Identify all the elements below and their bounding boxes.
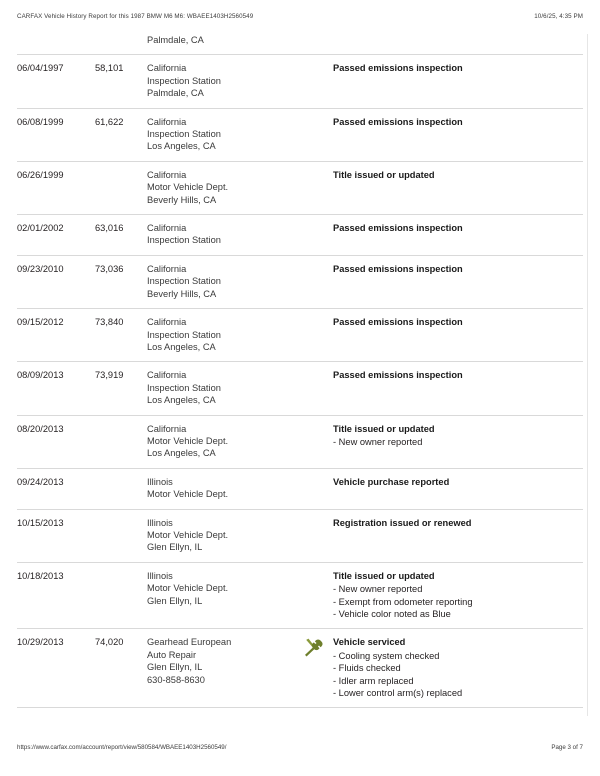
row-date: 06/04/1997 <box>17 55 95 108</box>
row-source <box>147 509 295 562</box>
vehicle-history-table <box>17 34 583 708</box>
row-detail <box>333 468 583 509</box>
row-detail <box>333 309 583 362</box>
row-icon-empty <box>295 34 333 55</box>
row-source <box>147 34 295 55</box>
row-source <box>147 362 295 415</box>
row-detail <box>333 215 583 256</box>
detail-title: Passed emissions inspection <box>333 263 463 274</box>
source-line: California <box>147 223 187 234</box>
source-line: California <box>147 423 187 434</box>
row-icon-empty <box>295 309 333 362</box>
row-date: 10/29/2013 <box>17 629 95 708</box>
detail-title: Passed emissions inspection <box>333 223 463 234</box>
row-odometer: 58,101 <box>95 55 147 108</box>
source-line: Motor Vehicle Dept. <box>147 529 229 540</box>
row-date <box>17 34 95 55</box>
source-line: Glen Ellyn, IL <box>147 595 203 606</box>
row-source <box>147 562 295 629</box>
row-date: 10/18/2013 <box>17 562 95 629</box>
source-line: Illinois <box>147 570 173 581</box>
row-detail <box>333 509 583 562</box>
source-line: Inspection Station <box>147 276 221 287</box>
source-line: Inspection Station <box>147 75 221 86</box>
row-source <box>147 161 295 214</box>
detail-title: Title issued or updated <box>333 423 435 434</box>
detail-item: - New owner reported <box>333 436 423 447</box>
row-icon-empty <box>295 55 333 108</box>
source-line: California <box>147 370 187 381</box>
detail-title: Passed emissions inspection <box>333 116 463 127</box>
table-row <box>17 468 583 509</box>
report-title: CARFAX Vehicle History Report for this 1987 BMW M6 M6: WBAEE1403H2560549 <box>17 13 254 20</box>
source-line: Motor Vehicle Dept. <box>147 435 229 446</box>
source-line: California <box>147 63 187 74</box>
page-header <box>0 13 600 27</box>
source-line: California <box>147 169 187 180</box>
source-line: Palmdale, CA <box>147 35 204 45</box>
table-row <box>17 34 583 55</box>
row-icon-empty <box>295 509 333 562</box>
row-date: 02/01/2002 <box>17 215 95 256</box>
row-date: 09/24/2013 <box>17 468 95 509</box>
source-line: Gearhead European <box>147 637 232 648</box>
table-row <box>17 161 583 214</box>
table-row <box>17 629 583 708</box>
row-date: 08/09/2013 <box>17 362 95 415</box>
detail-title: Vehicle serviced <box>333 637 406 648</box>
row-icon-empty <box>295 255 333 308</box>
row-source <box>147 108 295 161</box>
row-odometer: 61,622 <box>95 108 147 161</box>
source-line: Motor Vehicle Dept. <box>147 583 229 594</box>
table-row <box>17 215 583 256</box>
row-detail <box>333 34 583 55</box>
table-row <box>17 55 583 108</box>
table-row <box>17 362 583 415</box>
source-line: Glen Ellyn, IL <box>147 662 203 673</box>
row-source <box>147 415 295 468</box>
row-date: 09/23/2010 <box>17 255 95 308</box>
wrench-screwdriver-icon <box>295 629 333 708</box>
source-line: Motor Vehicle Dept. <box>147 182 229 193</box>
source-line: Illinois <box>147 476 173 487</box>
row-icon-empty <box>295 108 333 161</box>
row-date: 06/08/1999 <box>17 108 95 161</box>
row-icon-empty <box>295 362 333 415</box>
history-table-container <box>17 34 583 716</box>
detail-list <box>333 436 583 448</box>
source-line: Beverly Hills, CA <box>147 288 217 299</box>
source-line: California <box>147 263 187 274</box>
source-line: Auto Repair <box>147 649 197 660</box>
detail-title: Passed emissions inspection <box>333 370 463 381</box>
source-line: Inspection Station <box>147 329 221 340</box>
row-odometer <box>95 161 147 214</box>
row-source <box>147 629 295 708</box>
detail-title: Passed emissions inspection <box>333 317 463 328</box>
row-source <box>147 55 295 108</box>
source-line: Los Angeles, CA <box>147 395 216 406</box>
row-odometer: 73,919 <box>95 362 147 415</box>
source-line: Los Angeles, CA <box>147 341 216 352</box>
row-detail <box>333 415 583 468</box>
row-icon-empty <box>295 468 333 509</box>
source-line: California <box>147 116 187 127</box>
row-detail <box>333 562 583 629</box>
source-line: Inspection Station <box>147 235 221 246</box>
source-line: Inspection Station <box>147 382 221 393</box>
detail-title: Passed emissions inspection <box>333 63 463 74</box>
row-odometer <box>95 468 147 509</box>
row-date: 06/26/1999 <box>17 161 95 214</box>
row-source <box>147 255 295 308</box>
row-detail <box>333 161 583 214</box>
source-line: Palmdale, CA <box>147 88 204 99</box>
source-line: 630-858-8630 <box>147 674 205 685</box>
detail-list <box>333 650 583 700</box>
detail-title: Vehicle purchase reported <box>333 476 450 487</box>
detail-item: - Idler arm replaced <box>333 675 414 686</box>
row-odometer: 74,020 <box>95 629 147 708</box>
row-icon-empty <box>295 215 333 256</box>
detail-item: - New owner reported <box>333 584 423 595</box>
row-odometer <box>95 415 147 468</box>
row-odometer <box>95 509 147 562</box>
row-odometer: 63,016 <box>95 215 147 256</box>
row-odometer <box>95 562 147 629</box>
table-row <box>17 309 583 362</box>
table-row <box>17 415 583 468</box>
detail-item: - Lower control arm(s) replaced <box>333 688 463 699</box>
detail-title: Title issued or updated <box>333 570 435 581</box>
source-line: Motor Vehicle Dept. <box>147 489 229 500</box>
source-line: California <box>147 317 187 328</box>
row-icon-empty <box>295 415 333 468</box>
row-detail <box>333 55 583 108</box>
source-line: Los Angeles, CA <box>147 141 216 152</box>
row-source <box>147 309 295 362</box>
row-date: 08/20/2013 <box>17 415 95 468</box>
detail-item: - Fluids checked <box>333 663 401 674</box>
row-detail <box>333 362 583 415</box>
row-date: 10/15/2013 <box>17 509 95 562</box>
row-icon-empty <box>295 562 333 629</box>
row-detail <box>333 629 583 708</box>
source-url: https://www.carfax.com/account/report/view/580584/WBAEE1403H2560549/ <box>17 744 227 751</box>
row-odometer <box>95 34 147 55</box>
source-line: Beverly Hills, CA <box>147 194 217 205</box>
source-line: Illinois <box>147 517 173 528</box>
table-row <box>17 562 583 629</box>
detail-title: Title issued or updated <box>333 169 435 180</box>
detail-title: Registration issued or renewed <box>333 517 472 528</box>
row-source <box>147 468 295 509</box>
row-detail <box>333 255 583 308</box>
source-line: Inspection Station <box>147 129 221 140</box>
print-timestamp: 10/6/25, 4:35 PM <box>534 13 583 20</box>
table-row <box>17 509 583 562</box>
row-source <box>147 215 295 256</box>
row-odometer: 73,840 <box>95 309 147 362</box>
row-icon-empty <box>295 161 333 214</box>
page-footer <box>0 744 600 758</box>
detail-list <box>333 583 583 620</box>
page-number: Page 3 of 7 <box>551 744 583 751</box>
page-right-rule <box>587 34 588 716</box>
row-detail <box>333 108 583 161</box>
table-row <box>17 108 583 161</box>
row-date: 09/15/2012 <box>17 309 95 362</box>
source-line: Glen Ellyn, IL <box>147 542 203 553</box>
detail-item: - Vehicle color noted as Blue <box>333 609 451 619</box>
detail-item: - Cooling system checked <box>333 650 440 661</box>
row-odometer: 73,036 <box>95 255 147 308</box>
source-line: Los Angeles, CA <box>147 448 216 459</box>
detail-item: - Exempt from odometer reporting <box>333 596 473 607</box>
table-row <box>17 255 583 308</box>
